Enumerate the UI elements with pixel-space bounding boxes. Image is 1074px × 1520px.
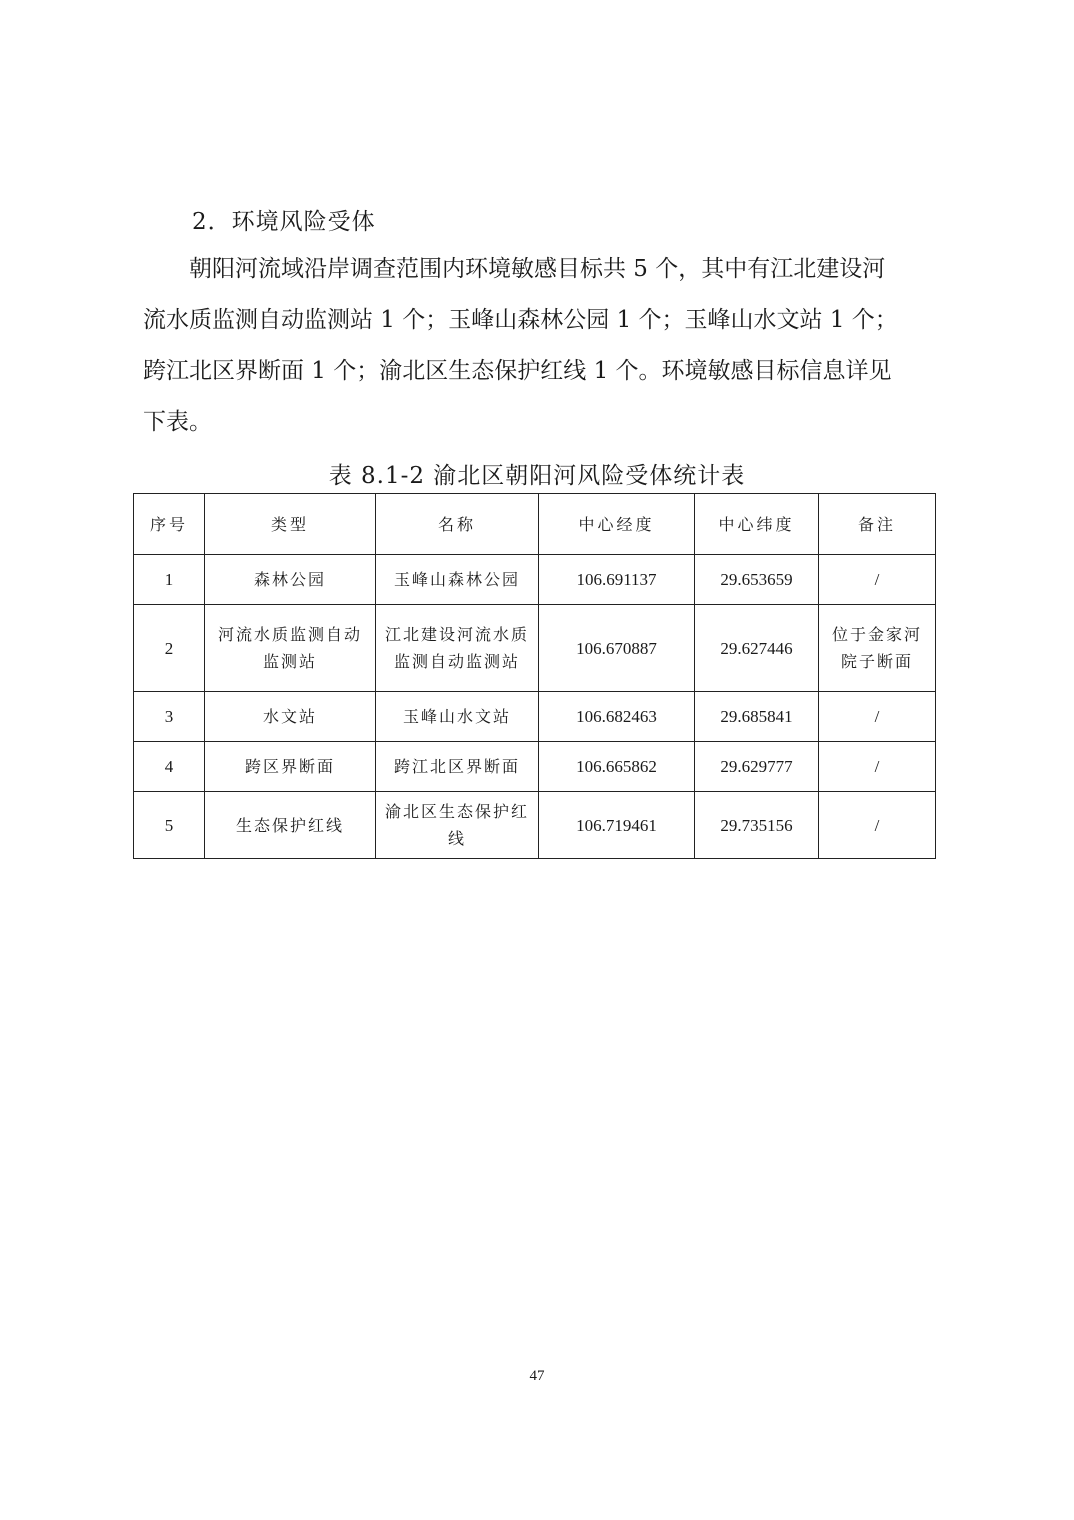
cell-type: 生态保护红线 (205, 792, 376, 859)
cell-remark: 位于金家河院子断面 (819, 605, 936, 692)
header-type: 类型 (205, 494, 376, 555)
cell-index: 1 (134, 555, 205, 605)
section-heading: 2．环境风险受体 (192, 209, 376, 235)
cell-remark: / (819, 742, 936, 792)
header-name: 名称 (376, 494, 539, 555)
cell-index: 4 (134, 742, 205, 792)
cell-type: 河流水质监测自动监测站 (205, 605, 376, 692)
cell-type: 森林公园 (205, 555, 376, 605)
table-row (134, 605, 936, 692)
cell-name: 玉峰山水文站 (376, 692, 539, 742)
cell-index: 2 (134, 605, 205, 692)
cell-type: 水文站 (205, 692, 376, 742)
paragraph-line: 下表。 (143, 409, 212, 435)
table-row (134, 555, 936, 605)
cell-remark: / (819, 555, 936, 605)
cell-remark: / (819, 692, 936, 742)
cell-name: 跨江北区界断面 (376, 742, 539, 792)
cell-name: 玉峰山森林公园 (376, 555, 539, 605)
cell-latitude: 29.629777 (695, 742, 819, 792)
cell-longitude: 106.682463 (539, 692, 695, 742)
cell-index: 5 (134, 792, 205, 859)
cell-name: 江北建设河流水质监测自动监测站 (376, 605, 539, 692)
header-longitude: 中心经度 (539, 494, 695, 555)
cell-remark: / (819, 792, 936, 859)
table-row (134, 792, 936, 859)
cell-latitude: 29.653659 (695, 555, 819, 605)
cell-longitude: 106.670887 (539, 605, 695, 692)
header-latitude: 中心纬度 (695, 494, 819, 555)
header-remark: 备注 (819, 494, 936, 555)
cell-longitude: 106.719461 (539, 792, 695, 859)
body-paragraph (143, 244, 943, 448)
cell-latitude: 29.735156 (695, 792, 819, 859)
paragraph-line: 跨江北区界断面 1 个；渝北区生态保护红线 1 个。环境敏感目标信息详见 (143, 358, 892, 384)
page-number: 47 (529, 1368, 545, 1384)
cell-type: 跨区界断面 (205, 742, 376, 792)
paragraph-line: 流水质监测自动监测站 1 个；玉峰山森林公园 1 个；玉峰山水文站 1 个； (143, 307, 898, 333)
cell-longitude: 106.691137 (539, 555, 695, 605)
header-index: 序号 (134, 494, 205, 555)
table-row (134, 692, 936, 742)
cell-latitude: 29.685841 (695, 692, 819, 742)
table-caption: 表 8.1-2 渝北区朝阳河风险受体统计表 (328, 463, 746, 489)
table-header-row (134, 494, 936, 555)
cell-index: 3 (134, 692, 205, 742)
risk-receptor-table (133, 493, 936, 859)
paragraph-line: 朝阳河流域沿岸调查范围内环境敏感目标共 5 个，其中有江北建设河 (143, 256, 886, 282)
cell-name: 渝北区生态保护红线 (376, 792, 539, 859)
cell-longitude: 106.665862 (539, 742, 695, 792)
cell-latitude: 29.627446 (695, 605, 819, 692)
table-row (134, 742, 936, 792)
